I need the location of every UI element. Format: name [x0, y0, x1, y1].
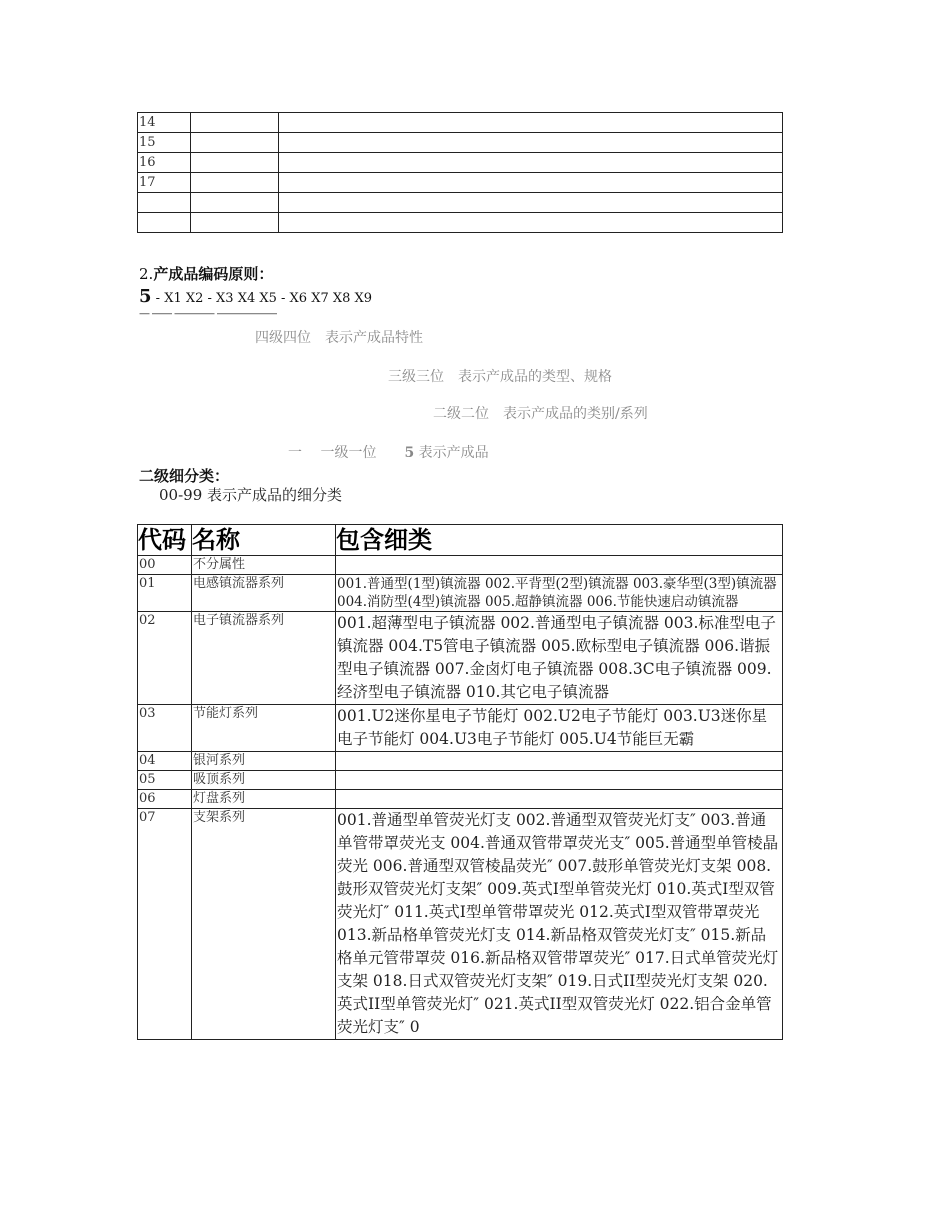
row-name: 不分属性 — [192, 556, 336, 575]
code-first-digit: 5 — [139, 286, 152, 307]
table-row — [138, 193, 783, 213]
subclass-description: 00-99 表示产成品的细分类 — [159, 486, 343, 504]
row-number — [138, 193, 191, 213]
code-underline: — —— ———— —————— — [139, 307, 277, 320]
row-detail: 001.普通型(1型)镇流器 002.平背型(2型)镇流器 003.豪华型(3型)镇流器 004.消防型(4型)镇流器 005.超静镇流器 006.节能快速启动镇流器 — [336, 575, 783, 612]
level-2-description: 二级二位 表示产成品的类别/系列 — [433, 406, 648, 422]
row-name: 银河系列 — [192, 752, 336, 771]
row-number: 15 — [138, 133, 191, 153]
level-3-description: 三级三位 表示产成品的类型、规格 — [388, 369, 612, 385]
row-name: 电子镇流器系列 — [192, 612, 336, 705]
level-4-description: 四级四位 表示产成品特性 — [255, 330, 423, 346]
section-title — [139, 263, 273, 284]
row-name: 支架系列 — [192, 809, 336, 1040]
table-row — [138, 752, 783, 771]
top-table — [137, 112, 783, 233]
level-1-suffix: 表示产成品 — [414, 445, 489, 461]
category-table — [137, 524, 783, 1040]
level-1-prefix: 一 一级一位 — [288, 445, 405, 461]
table-row — [138, 771, 783, 790]
row-number: 17 — [138, 173, 191, 193]
table-row — [138, 809, 783, 1040]
row-name: 节能灯系列 — [192, 705, 336, 752]
section-number: 2. — [139, 265, 154, 283]
table-row — [138, 113, 783, 133]
row-name: 灯盘系列 — [192, 790, 336, 809]
row-code: 00 — [138, 556, 192, 575]
table-row — [138, 213, 783, 233]
row-detail — [336, 556, 783, 575]
row-detail: 001.超薄型电子镇流器 002.普通型电子镇流器 003.标准型电子镇流器 004.T5管电子镇流器 005.欧标型电子镇流器 006.谐振型电子镇流器 007.金卤灯电子镇流器 008.3C电子镇流器 009.经济型电子镇流器 010.其它电子镇流器 — [336, 612, 783, 705]
row-detail — [336, 790, 783, 809]
row-number — [138, 213, 191, 233]
header-code: 代码 — [138, 525, 192, 556]
table-row — [138, 173, 783, 193]
header-detail: 包含细类 — [336, 525, 783, 556]
row-code: 06 — [138, 790, 192, 809]
header-name: 名称 — [192, 525, 336, 556]
subclass-title: 二级细分类： — [139, 467, 230, 485]
row-number: 16 — [138, 153, 191, 173]
table-row — [138, 790, 783, 809]
row-detail: 001.普通型单管荧光灯支 002.普通型双管荧光灯支″ 003.普通单管带罩荧光支 004.普通双管带罩荧光支″ 005.普通型单管棱晶荧光 006.普通型双管棱晶荧光″ 007.鼓形单管荧光灯支架 008.鼓形双管荧光灯支架″ 009.英式I型单管荧光灯 010.英式I型双管荧光灯″ 011.英式I型单管带罩荧光 012.英式I型双管带罩荧光 013.新品格单管荧光灯支 014.新品格双管荧光灯支″ 015.新品格单元管带罩荧 016.新品格双管带罩荧光″ 017.日式单管荧光灯支架 018.日式双管荧光灯支架″ 019.日式II型荧光灯支架 020.英式II型单管荧光灯″ 021.英式II型双管荧光灯 022.铝合金单管荧光灯支″ 0 — [336, 809, 783, 1040]
table-header-row — [138, 525, 783, 556]
row-code: 01 — [138, 575, 192, 612]
row-code: 03 — [138, 705, 192, 752]
row-code: 05 — [138, 771, 192, 790]
table-row — [138, 575, 783, 612]
row-code: 02 — [138, 612, 192, 705]
code-pattern — [139, 286, 372, 307]
row-name: 吸顶系列 — [192, 771, 336, 790]
table-row — [138, 153, 783, 173]
table-row — [138, 612, 783, 705]
level-1-digit: 5 — [404, 445, 415, 461]
table-row — [138, 705, 783, 752]
row-name: 电感镇流器系列 — [192, 575, 336, 612]
code-pattern-rest: - X1 X2 - X3 X4 X5 - X6 X7 X8 X9 — [151, 291, 373, 306]
row-code: 04 — [138, 752, 192, 771]
row-detail: 001.U2迷你星电子节能灯 002.U2电子节能灯 003.U3迷你星电子节能灯 004.U3电子节能灯 005.U4节能巨无霸 — [336, 705, 783, 752]
row-number: 14 — [138, 113, 191, 133]
row-detail — [336, 752, 783, 771]
table-row — [138, 556, 783, 575]
table-row — [138, 133, 783, 153]
row-code: 07 — [138, 809, 192, 1040]
level-1-description — [288, 442, 489, 462]
row-detail — [336, 771, 783, 790]
section-title-text: 产成品编码原则： — [153, 265, 274, 283]
